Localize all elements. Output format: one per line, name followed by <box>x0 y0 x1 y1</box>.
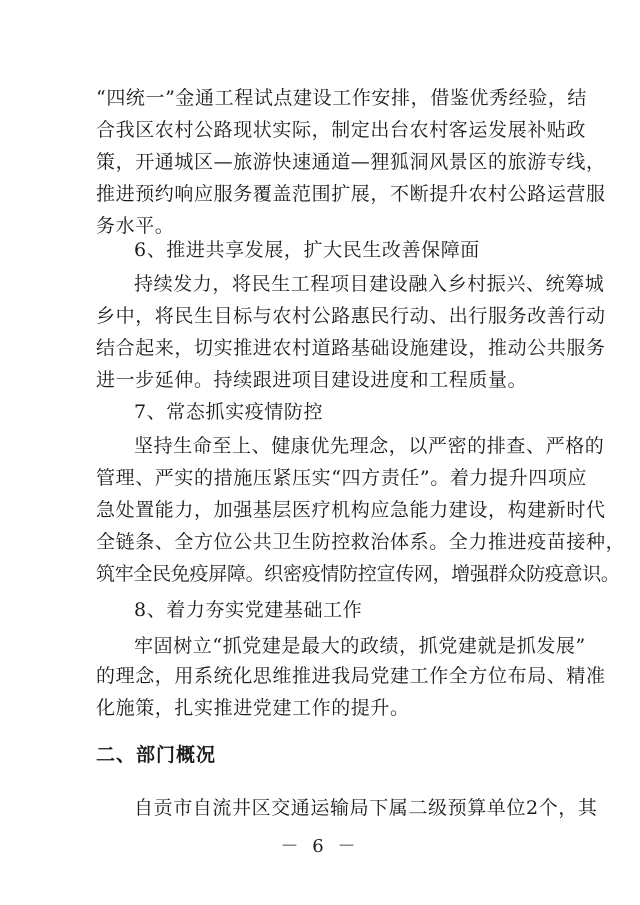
paragraph-line: 全链条、全方位公共卫生防控救治体系。全力推进疫苗接种， <box>96 531 626 553</box>
paragraph-line: “四统一”金通工程试点建设工作安排，借鉴优秀经验，结 <box>96 87 588 109</box>
paragraph-line: 策，开通城区—旅游快速通道—狸狐洞风景区的旅游专线， <box>96 151 606 173</box>
paragraph-line: 合我区农村公路现状实际，制定出台农村客运发展补贴政 <box>96 119 587 141</box>
paragraph-line: 乡中，将民生目标与农村公路惠民行动、出行服务改善行动 <box>96 305 606 327</box>
page-number: － 6 － <box>280 836 360 857</box>
paragraph-line: 的理念，用系统化思维推进我局党建工作全方位布局、精准 <box>96 665 606 687</box>
paragraph-line: 化施策，扎实推进党建工作的提升。 <box>96 697 410 719</box>
subsection-heading: 6、推进共享发展，扩大民生改善保障面 <box>134 239 480 261</box>
paragraph-line: 管理、严实的措施压紧压实“四方责任”。着力提升四项应 <box>96 467 588 489</box>
paragraph-line: 筑牢全民免疫屏障。织密疫情防控宣传网，增强群众防疫意识。 <box>96 563 620 585</box>
paragraph-line: 自贡市自流井区交通运输局下属二级预算单位2个，其 <box>134 797 598 819</box>
section-title: 二、部门概况 <box>96 744 217 766</box>
subsection-heading: 8、着力夯实党建基础工作 <box>134 599 363 621</box>
paragraph-line: 牢固树立“抓党建是最大的政绩，抓党建就是抓发展” <box>134 635 586 657</box>
paragraph-line: 持续发力，将民生工程项目建设融入乡村振兴、统筹城 <box>134 273 605 295</box>
subsection-heading: 7、常态抓实疫情防控 <box>134 401 324 423</box>
paragraph-line: 进一步延伸。持续跟进项目建设进度和工程质量。 <box>96 369 528 391</box>
paragraph-line: 结合起来，切实推进农村道路基础设施建设，推动公共服务 <box>96 337 606 359</box>
paragraph-line: 务水平。 <box>96 215 175 237</box>
paragraph-line: 坚持生命至上、健康优先理念，以严密的排查、严格的 <box>134 435 605 457</box>
paragraph-line: 推进预约响应服务覆盖范围扩展，不断提升农村公路运营服 <box>96 183 606 205</box>
paragraph-line: 急处置能力，加强基层医疗机构应急能力建设，构建新时代 <box>96 499 606 521</box>
